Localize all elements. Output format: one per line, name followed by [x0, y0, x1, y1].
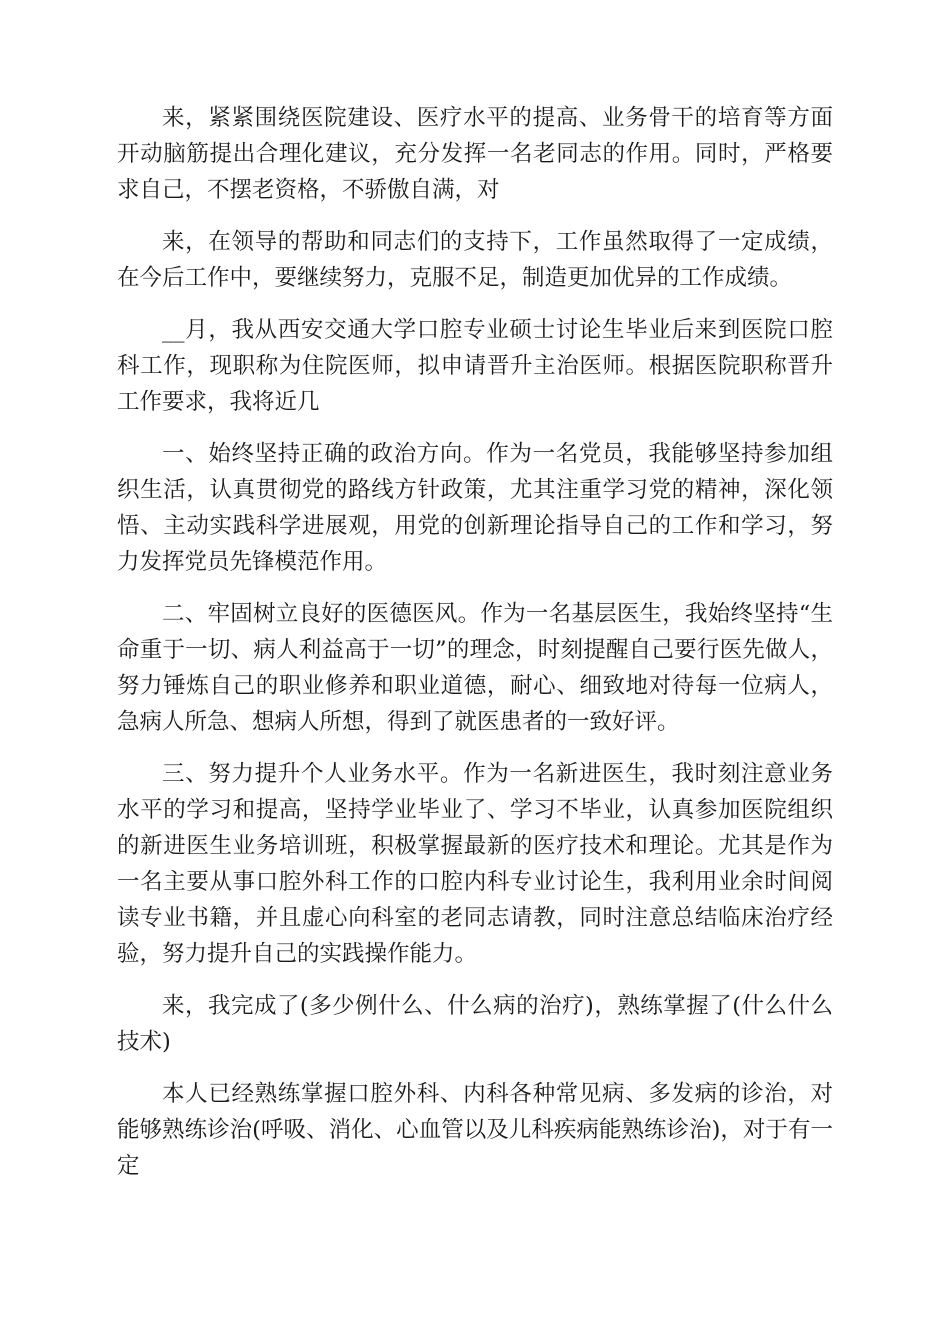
- paragraph-2: 来，在领导的帮助和同志们的支持下，工作虽然取得了一定成绩，在今后工作中，要继续努力，克服不足，制造更加优异的工作成绩。: [117, 229, 833, 291]
- document-body: [117, 100, 833, 1184]
- paragraph-7: 来，我完成了(多少例什么、什么病的治疗)，熟练掌握了(什么什么技术): [117, 993, 833, 1055]
- paragraph-3: __月，我从西安交通大学口腔专业硕士讨论生毕业后来到医院口腔科工作，现职称为住院医师，拟申请晋升主治医师。根据医院职称晋升工作要求，我将近几: [117, 317, 833, 415]
- paragraph-1: 来，紧紧围绕医院建设、医疗水平的提高、业务骨干的培育等方面开动脑筋提出合理化建议，充分发挥一名老同志的作用。同时，严格要求自己，不摆老资格，不骄傲自满，对: [117, 105, 833, 203]
- paragraph-6: 三、努力提升个人业务水平。作为一名新进医生，我时刻注意业务水平的学习和提高，坚持学业毕业了、学习不毕业，认真参加医院组织的新进医生业务培训班，积极掌握最新的医疗技术和理论。尤其是作为一名主要从事口腔外科工作的口腔内科专业讨论生，我利用业余时间阅读专业书籍，并且虚心向科室的老同志请教，同时注意总结临床治疗经验，努力提升自己的实践操作能力。: [117, 761, 833, 967]
- paragraph-8: 本人已经熟练掌握口腔外科、内科各种常见病、多发病的诊治，对能够熟练诊治(呼吸、消化、心血管以及儿科疾病能熟练诊治)，对于有一定: [117, 1081, 833, 1179]
- paragraph-5: 二、牢固树立良好的医德医风。作为一名基层医生，我始终坚持“生命重于一切、病人利益高于一切”的理念，时刻提醒自己要行医先做人，努力锤炼自己的职业修养和职业道德，耐心、细致地对待每一位病人，急病人所急、想病人所想，得到了就医患者的一致好评。: [117, 601, 833, 735]
- paragraph-4: 一、始终坚持正确的政治方向。作为一名党员，我能够坚持参加组织生活，认真贯彻党的路线方针政策，尤其注重学习党的精神，深化领悟、主动实践科学进展观，用党的创新理论指导自己的工作和学习，努力发挥党员先锋模范作用。: [117, 441, 833, 575]
